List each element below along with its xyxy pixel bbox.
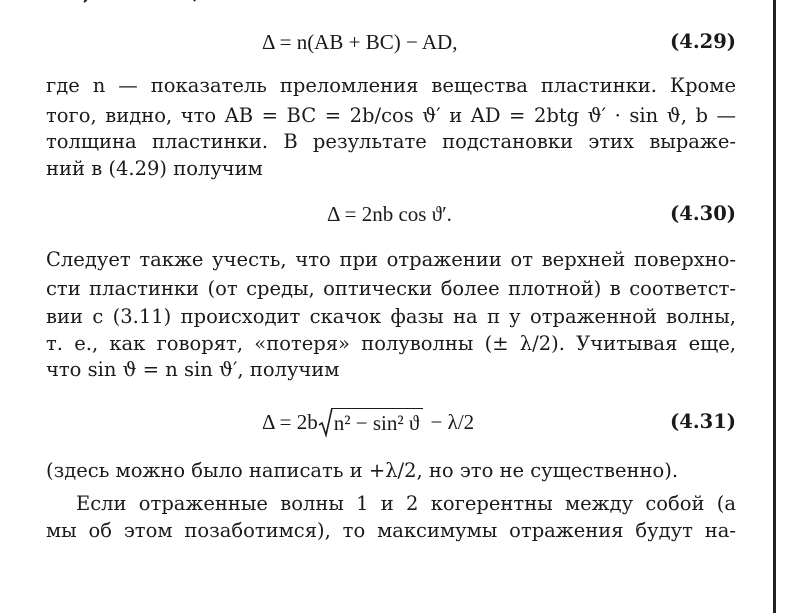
equation-4-30-number: (4.30) (670, 202, 736, 225)
equation-4-30-formula: Δ = 2nb cos ϑ′. (327, 202, 452, 226)
equation-4-31-lhs: Δ = 2b (262, 410, 318, 434)
equation-4-31-number: (4.31) (670, 410, 736, 433)
paragraph1-line1: где n — показатель преломления вещества пластинки. Кроме (46, 74, 736, 97)
page-edge-divider (773, 0, 776, 613)
radical-sign (318, 405, 332, 439)
paragraph2-line3: вии с (3.11) происходит скачок фазы на π у отраженной волны, (46, 305, 736, 328)
equation-4-31-tail: − λ/2 (430, 410, 475, 434)
equation-4-29 (262, 25, 457, 59)
equation-4-31 (262, 405, 474, 439)
equation-4-29-formula: Δ = n(AB + BC) − AD, (262, 30, 458, 54)
paragraph1-line3: толщина пластинки. В результате подстановки этих выраже- (46, 130, 736, 153)
equation-4-31-radicand: n² − sin² ϑ (332, 408, 424, 437)
clipped-glyph-marks (46, 0, 206, 6)
paragraph3-line1: (здесь можно было написать и +λ/2, но это не существенно). (46, 459, 679, 482)
paragraph2-line2: сти пластинки (от среды, оптически более плотной) в соответст- (46, 277, 736, 300)
equation-4-30 (327, 197, 452, 231)
paragraph3-line3: мы об этом позаботимся), то максимумы отражения будут на- (46, 519, 736, 542)
paragraph2-line5: что sin ϑ = n sin ϑ′, получим (46, 358, 340, 381)
paragraph1-line2: того, видно, что AB = BC = 2b/cos ϑ′ и AD = 2btg ϑ′ · sin ϑ, b — (46, 104, 736, 127)
paragraph3-line2: Если отраженные волны 1 и 2 когерентны между собой (а (76, 492, 736, 515)
paragraph2-line4: т. е., как говорят, «потеря» полуволны (± λ/2). Учитывая еще, (46, 332, 736, 355)
equation-4-29-number: (4.29) (670, 30, 736, 53)
paragraph2-line1: Следует также учесть, что при отражении от верхней поверхно- (46, 248, 736, 271)
clipped-previous-line (46, 0, 206, 6)
paragraph1-line4: ний в (4.29) получим (46, 157, 263, 180)
radical-sign-icon (318, 405, 334, 439)
